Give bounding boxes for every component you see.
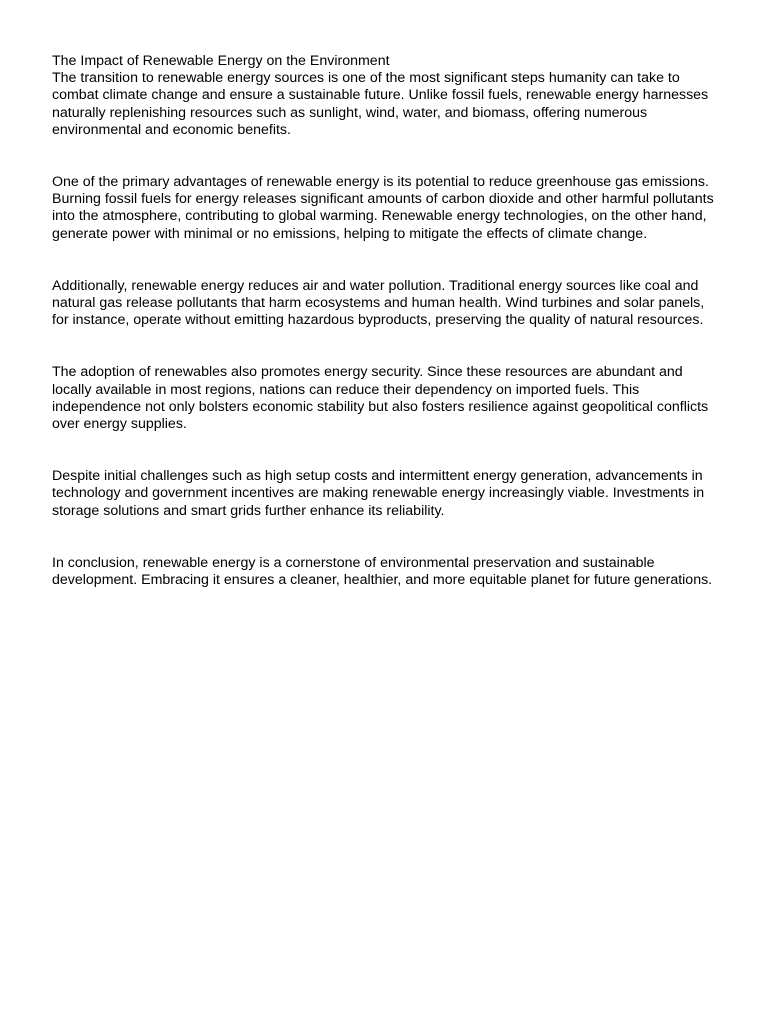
paragraph-pollution: Additionally, renewable energy reduces air and water pollution. Traditional energy sources like coal and natural gas release pollutants that harm ecosystems and human health. Wind turbines and solar panels, for instance, operate without emitting hazardous byproducts, preserving the quality of natural resources. <box>52 277 705 329</box>
paragraph-conclusion: In conclusion, renewable energy is a cornerstone of environmental preservation and sustainable development. Embracing it ensures a cleaner, healthier, and more equitable planet for future generations. <box>52 554 713 589</box>
paragraph-challenges: Despite initial challenges such as high setup costs and intermittent energy generation, advancements in technology and government incentives are making renewable energy increasingly viable. Investments in storage solutions and smart grids further enhance its reliability. <box>52 468 705 519</box>
document-page <box>52 53 716 624</box>
paragraph-intro: The transition to renewable energy sources is one of the most significant steps humanity can take to combat climate change and ensure a sustainable future. Unlike fossil fuels, renewable energy harnesses naturally replenishing resources such as sunlight, wind, water, and biomass, offering numerous environmental and economic benefits. <box>52 70 709 138</box>
paragraph-energy-security: The adoption of renewables also promotes energy security. Since these resources are abundant and locally available in most regions, nations can reduce their dependency on imported fuels. This independence not only bolsters economic stability but also fosters resilience against geopolitical conflicts over energy supplies. <box>52 364 709 433</box>
document-title: The Impact of Renewable Energy on the Environment <box>52 53 390 69</box>
paragraph-emissions: One of the primary advantages of renewable energy is its potential to reduce greenhouse gas emissions. Burning fossil fuels for energy releases significant amounts of carbon dioxide and other harmful pollutants into the atmosphere, contributing to global warming. Renewable energy technologies, on the other hand, generate power with minimal or no emissions, helping to mitigate the effects of climate change. <box>52 174 714 242</box>
